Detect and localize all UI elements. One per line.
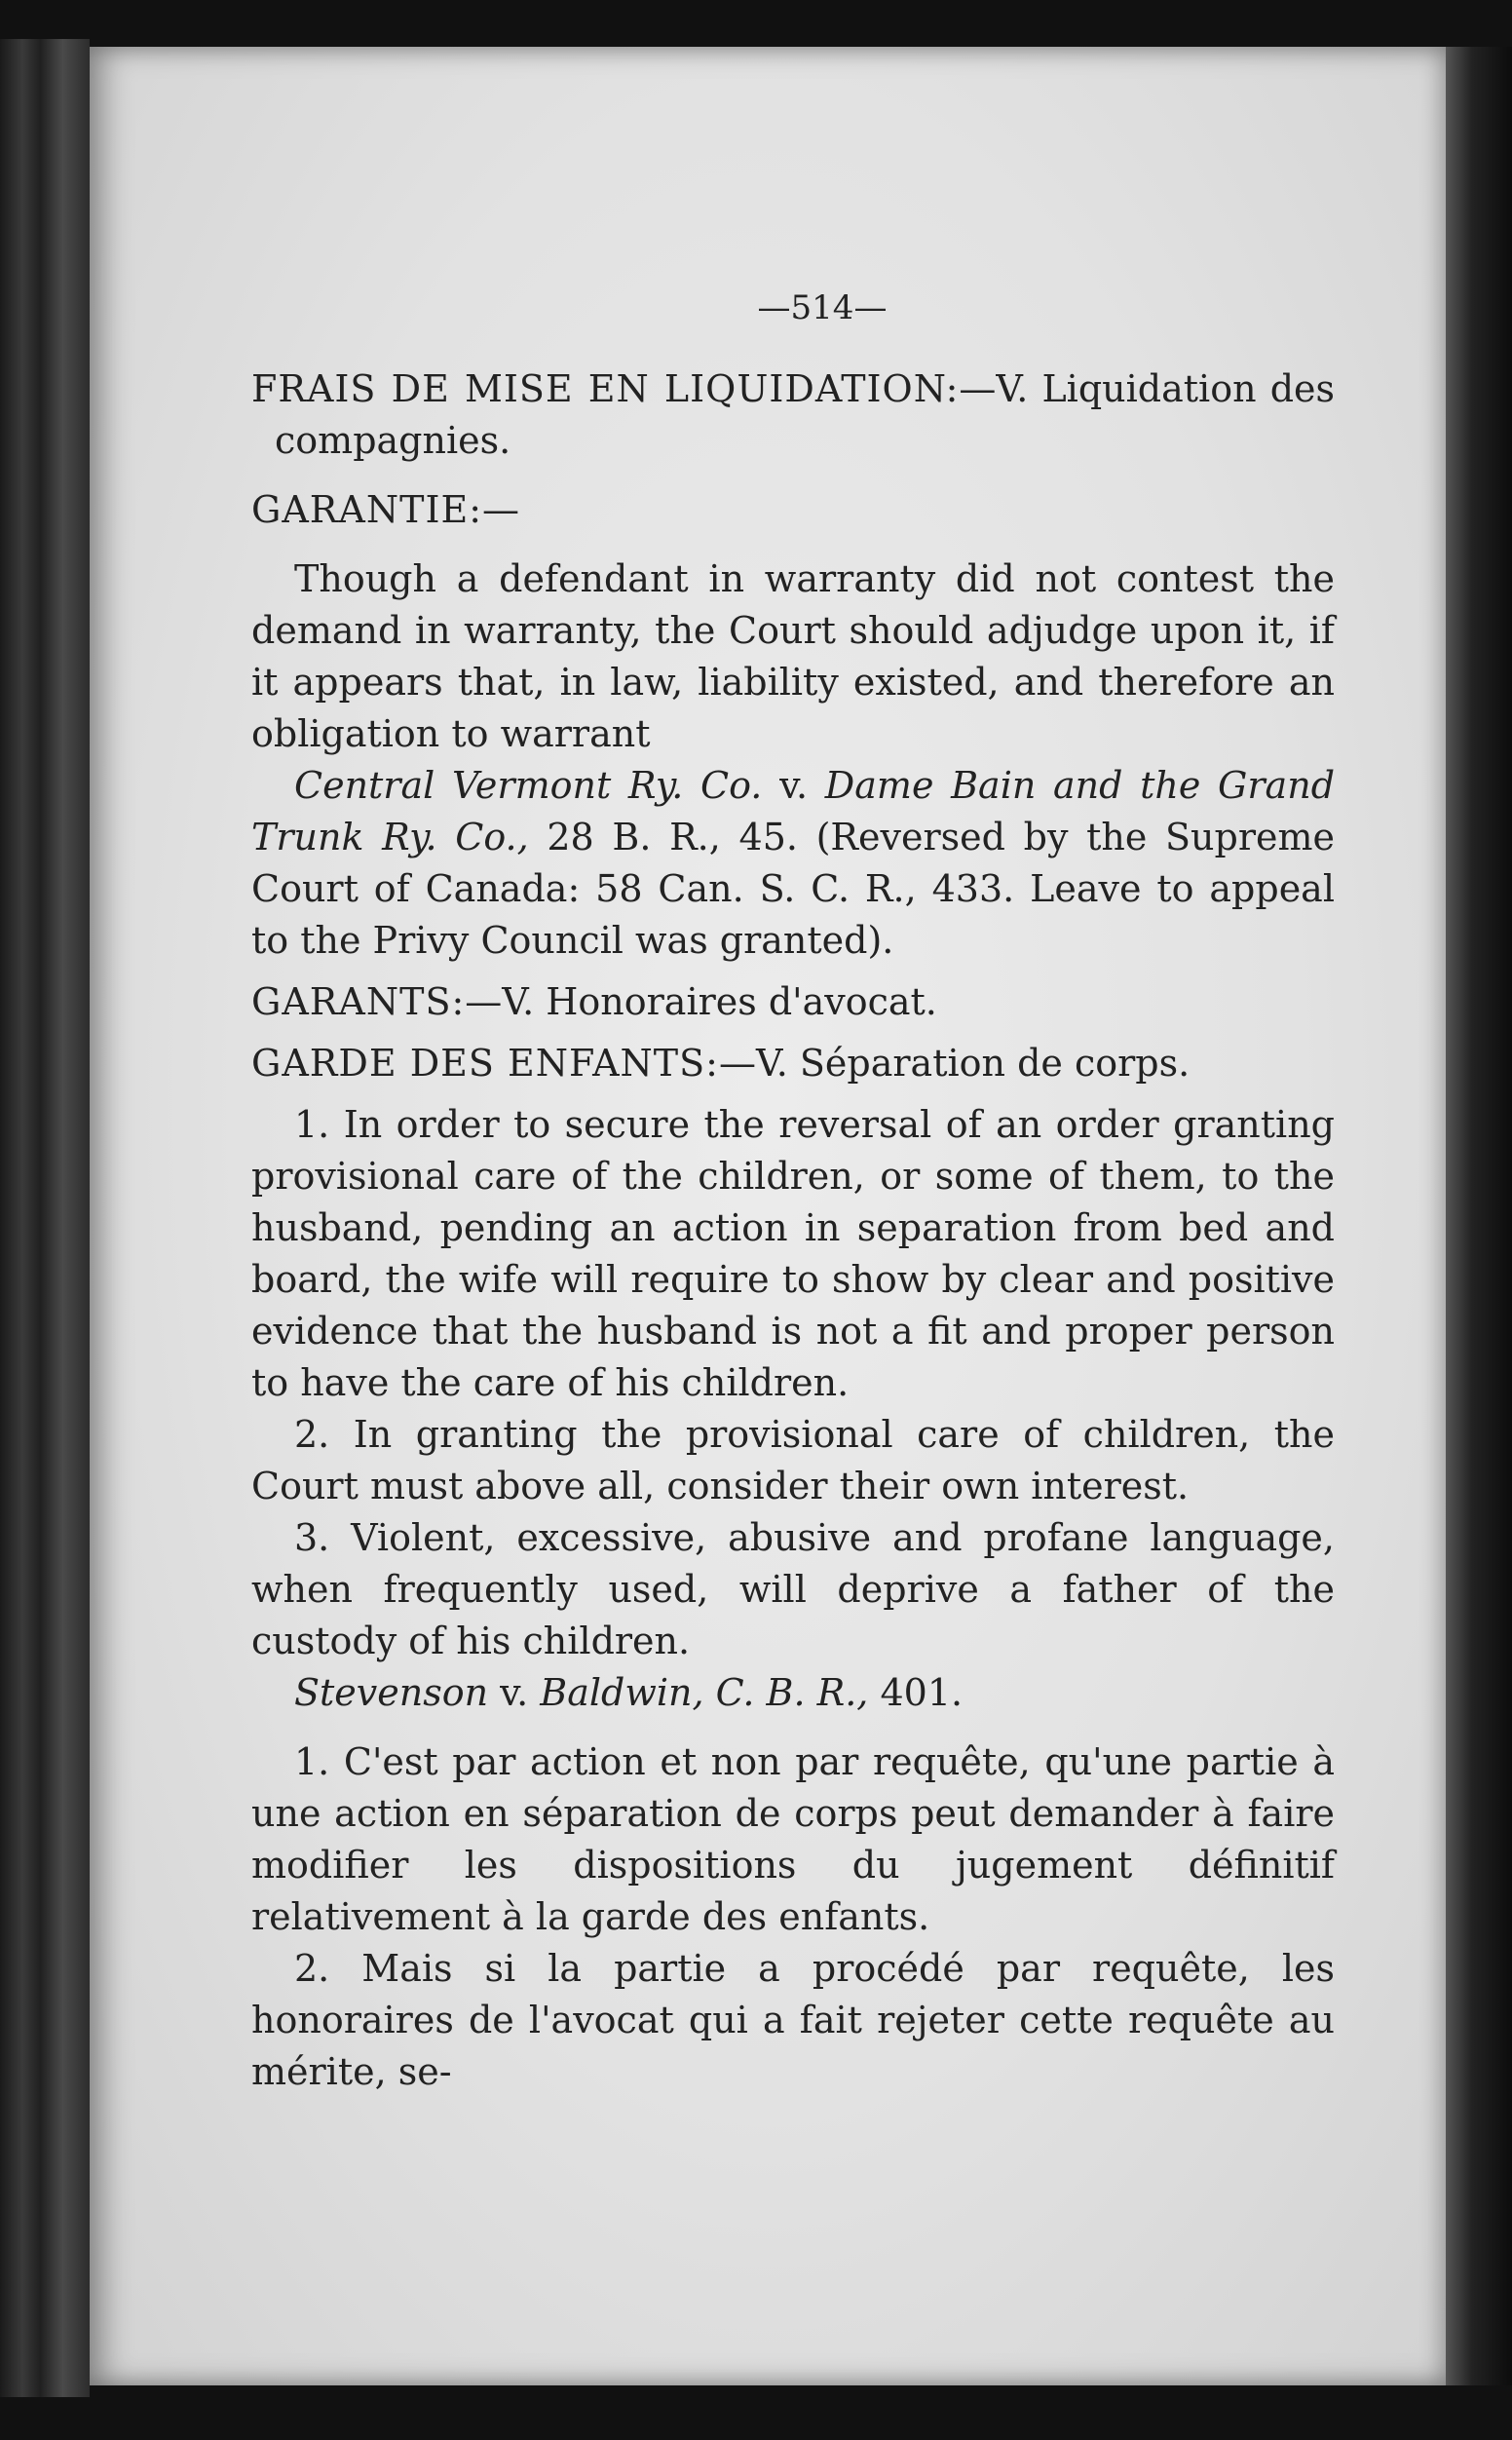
book-binding-edge <box>0 39 90 2397</box>
entry-garants <box>251 976 1335 1028</box>
entry-cross-reference: —V. Honoraires d'avocat. <box>465 980 937 1023</box>
entry-heading: FRAIS DE MISE EN LIQUIDATION: <box>251 367 960 410</box>
page-number: —514— <box>757 288 888 327</box>
case-name: Central Vermont Ry. Co. <box>294 764 763 807</box>
citation-reference: 28 B. R., 45. (Reversed by the Supreme Court of Canada: 58 Can. S. C. R., 433. Leave to appeal to the Privy Council was granted). <box>251 816 1336 962</box>
garde-paragraph-3: 3. Violent, excessive, abusive and profane language, when frequently used, will deprive a father of the custody of his children. <box>251 1516 1335 1662</box>
garde-paragraph-1: 1. In order to secure the reversal of an order granting provisional care of the children, or some of them, to the husband, pending an action in separation from bed and board, the wife will require to show by clear and positive evidence that the husband is not a fit and proper person to have the care of his children. <box>251 1103 1335 1404</box>
french-paragraph-2: 2. Mais si la partie a procédé par requête, les honoraires de l'avocat qui a fait rejeter cette requête au mérite, se- <box>251 1947 1335 2093</box>
citation-reference: 401. <box>868 1671 964 1714</box>
french-paragraph-1: 1. C'est par action et non par requête, qu'une partie à une action en séparation de corps peut demander à faire modifier les dispositions du jugement définitif relativement à la garde des enfants. <box>251 1740 1335 1938</box>
entry-cross-reference: —V. Séparation de corps. <box>718 1042 1191 1085</box>
garantie-citation <box>251 760 1335 967</box>
garde-paragraph-2: 2. In granting the provisional care of children, the Court must above all, consider their own interest. <box>251 1413 1335 1507</box>
entry-garantie-heading <box>251 484 1335 536</box>
entry-frais-de-mise-en-liquidation <box>251 363 1335 467</box>
entry-heading: GARDE DES ENFANTS: <box>251 1042 719 1085</box>
case-name: Dame Bain and the Grand Trunk Ry. Co., <box>251 764 1336 858</box>
garde-citation <box>251 1667 1335 1719</box>
entry-cross-reference: —V. Liquidation des compagnies. <box>275 367 1336 462</box>
versus: v. <box>762 764 825 807</box>
entry-heading: GARANTIE:— <box>251 488 520 531</box>
entry-garde-des-enfants <box>251 1038 1335 1089</box>
garantie-paragraph: Though a defendant in warranty did not contest the demand in warranty, the Court should adjudge upon it, if it appears that, in law, liability existed, and therefore an obligation to warrant <box>251 557 1335 755</box>
versus: v. <box>488 1671 541 1714</box>
page-text <box>251 283 1335 2098</box>
case-name: Stevenson <box>294 1671 489 1714</box>
case-name: Baldwin, C. B. R., <box>540 1671 869 1714</box>
entry-heading: GARANTS: <box>251 980 466 1023</box>
page-shadow-edge <box>1446 47 1512 2385</box>
